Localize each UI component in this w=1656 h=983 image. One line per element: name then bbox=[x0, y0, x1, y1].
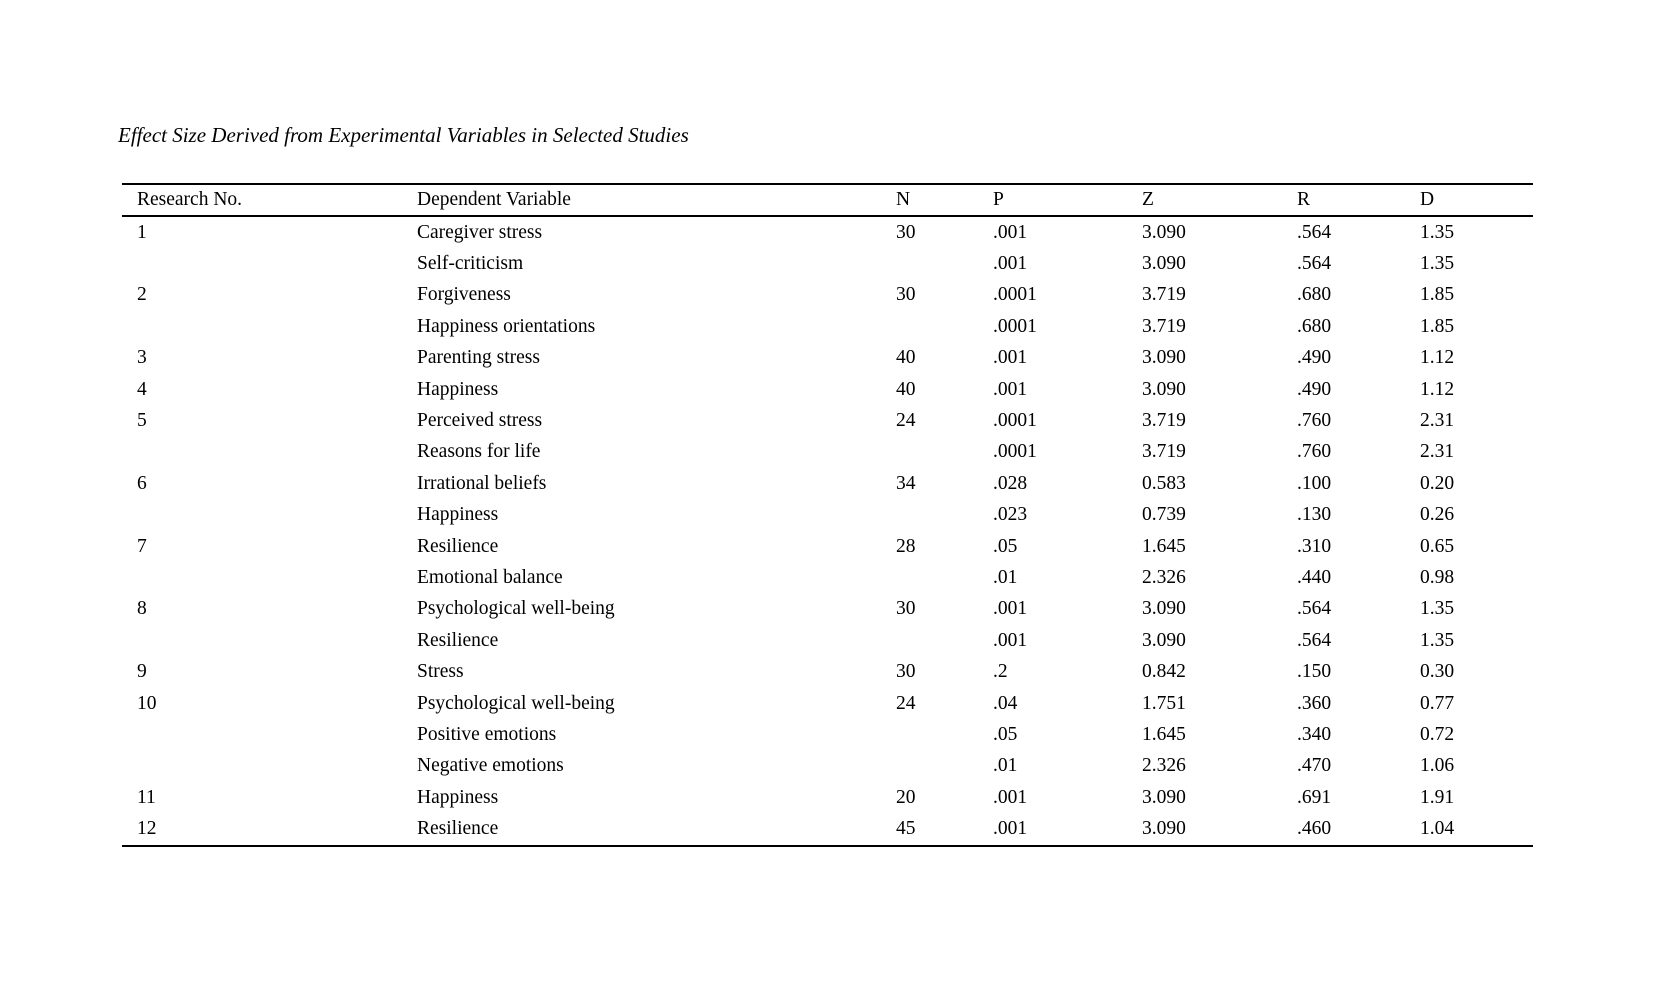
cell-research-no: 7 bbox=[137, 535, 147, 557]
cell-dependent-variable: Emotional balance bbox=[417, 566, 563, 588]
cell-n: 30 bbox=[896, 221, 916, 243]
cell-p: .023 bbox=[993, 504, 1028, 526]
cell-n bbox=[896, 625, 993, 656]
cell-dependent-variable: Resilience bbox=[417, 535, 499, 557]
cell-r: .340 bbox=[1297, 723, 1332, 745]
table-row bbox=[122, 343, 1533, 374]
column-header: R bbox=[1297, 184, 1420, 216]
cell-z: 3.719 bbox=[1142, 315, 1186, 337]
cell-z: 1.645 bbox=[1142, 535, 1186, 557]
cell-research-no: 8 bbox=[137, 598, 147, 620]
cell-p: .0001 bbox=[993, 315, 1037, 337]
table-row bbox=[122, 405, 1533, 436]
cell-r: .100 bbox=[1297, 472, 1332, 494]
cell-d: 1.35 bbox=[1420, 598, 1455, 620]
cell-d: 0.72 bbox=[1420, 723, 1455, 745]
cell-dependent-variable: Happiness bbox=[417, 786, 499, 808]
cell-z: 0.583 bbox=[1142, 472, 1186, 494]
cell-research-no: 12 bbox=[137, 818, 157, 840]
cell-n bbox=[896, 311, 993, 342]
cell-p: .001 bbox=[993, 221, 1028, 243]
cell-z: 3.090 bbox=[1142, 629, 1186, 651]
cell-z: 3.090 bbox=[1142, 253, 1186, 275]
cell-d: 2.31 bbox=[1420, 441, 1455, 463]
cell-p: .2 bbox=[993, 661, 1008, 683]
table-row bbox=[122, 311, 1533, 342]
cell-dependent-variable: Stress bbox=[417, 661, 464, 683]
cell-z: 3.719 bbox=[1142, 284, 1186, 306]
table-row bbox=[122, 656, 1533, 687]
table-row bbox=[122, 782, 1533, 813]
cell-d: 1.85 bbox=[1420, 315, 1455, 337]
table-row bbox=[122, 751, 1533, 782]
cell-r: .360 bbox=[1297, 692, 1332, 714]
cell-p: .028 bbox=[993, 472, 1028, 494]
table-row bbox=[122, 374, 1533, 405]
cell-research-no: 6 bbox=[137, 472, 147, 494]
cell-r: .150 bbox=[1297, 661, 1332, 683]
cell-r: .564 bbox=[1297, 598, 1332, 620]
table-row bbox=[122, 216, 1533, 248]
cell-dependent-variable: Resilience bbox=[417, 629, 499, 651]
cell-research-no: 10 bbox=[137, 692, 157, 714]
cell-p: .001 bbox=[993, 347, 1028, 369]
cell-p: .0001 bbox=[993, 284, 1037, 306]
cell-dependent-variable: Perceived stress bbox=[417, 410, 543, 432]
cell-d: 1.85 bbox=[1420, 284, 1455, 306]
cell-d: 2.31 bbox=[1420, 410, 1455, 432]
cell-dependent-variable: Parenting stress bbox=[417, 347, 540, 369]
cell-n bbox=[896, 751, 993, 782]
cell-research-no: 2 bbox=[137, 284, 147, 306]
cell-p: .001 bbox=[993, 253, 1028, 275]
column-header: P bbox=[993, 184, 1142, 216]
table-title: Effect Size Derived from Experimental Variables in Selected Studies bbox=[118, 123, 689, 147]
cell-n bbox=[896, 437, 993, 468]
table-row bbox=[122, 625, 1533, 656]
cell-dependent-variable: Psychological well-being bbox=[417, 598, 615, 620]
cell-research-no bbox=[122, 500, 417, 531]
cell-n: 30 bbox=[896, 661, 916, 683]
cell-d: 1.06 bbox=[1420, 755, 1455, 777]
cell-d: 1.04 bbox=[1420, 818, 1455, 840]
cell-dependent-variable: Reasons for life bbox=[417, 441, 541, 463]
table-header-row bbox=[122, 184, 1533, 216]
cell-research-no bbox=[122, 248, 417, 279]
cell-research-no: 4 bbox=[137, 378, 147, 400]
table-row bbox=[122, 531, 1533, 562]
cell-n: 34 bbox=[896, 472, 916, 494]
cell-dependent-variable: Resilience bbox=[417, 818, 499, 840]
cell-r: .460 bbox=[1297, 818, 1332, 840]
cell-d: 0.77 bbox=[1420, 692, 1455, 714]
cell-research-no bbox=[122, 719, 417, 750]
cell-r: .760 bbox=[1297, 441, 1332, 463]
cell-z: 3.090 bbox=[1142, 378, 1186, 400]
cell-z: 3.090 bbox=[1142, 347, 1186, 369]
cell-r: .680 bbox=[1297, 315, 1332, 337]
effect-size-table bbox=[122, 183, 1533, 847]
cell-d: 0.30 bbox=[1420, 661, 1455, 683]
cell-z: 3.090 bbox=[1142, 221, 1186, 243]
column-header: D bbox=[1420, 184, 1533, 216]
cell-dependent-variable: Happiness orientations bbox=[417, 315, 596, 337]
cell-dependent-variable: Happiness bbox=[417, 378, 499, 400]
cell-dependent-variable: Happiness bbox=[417, 504, 499, 526]
column-header: Z bbox=[1142, 184, 1297, 216]
cell-r: .680 bbox=[1297, 284, 1332, 306]
cell-research-no bbox=[122, 751, 417, 782]
cell-dependent-variable: Self-criticism bbox=[417, 253, 524, 275]
cell-research-no bbox=[122, 437, 417, 468]
cell-p: .001 bbox=[993, 818, 1028, 840]
cell-research-no bbox=[122, 625, 417, 656]
column-header: N bbox=[896, 184, 993, 216]
cell-r: .470 bbox=[1297, 755, 1332, 777]
cell-n: 28 bbox=[896, 535, 916, 557]
cell-research-no: 9 bbox=[137, 661, 147, 683]
cell-research-no: 3 bbox=[137, 347, 147, 369]
cell-z: 3.719 bbox=[1142, 441, 1186, 463]
cell-z: 0.739 bbox=[1142, 504, 1186, 526]
cell-z: 2.326 bbox=[1142, 566, 1186, 588]
cell-p: .04 bbox=[993, 692, 1018, 714]
cell-r: .310 bbox=[1297, 535, 1332, 557]
cell-r: .691 bbox=[1297, 786, 1332, 808]
cell-research-no bbox=[122, 562, 417, 593]
cell-n: 40 bbox=[896, 378, 916, 400]
cell-dependent-variable: Caregiver stress bbox=[417, 221, 543, 243]
cell-research-no: 5 bbox=[137, 410, 147, 432]
table-row bbox=[122, 594, 1533, 625]
cell-d: 0.98 bbox=[1420, 566, 1455, 588]
cell-r: .760 bbox=[1297, 410, 1332, 432]
cell-r: .564 bbox=[1297, 629, 1332, 651]
cell-research-no: 1 bbox=[137, 221, 147, 243]
cell-z: 1.751 bbox=[1142, 692, 1186, 714]
cell-n bbox=[896, 719, 993, 750]
cell-d: 1.35 bbox=[1420, 221, 1455, 243]
cell-d: 1.12 bbox=[1420, 347, 1455, 369]
cell-dependent-variable: Positive emotions bbox=[417, 723, 557, 745]
cell-n: 40 bbox=[896, 347, 916, 369]
cell-d: 1.12 bbox=[1420, 378, 1455, 400]
cell-d: 1.35 bbox=[1420, 253, 1455, 275]
cell-n: 20 bbox=[896, 786, 916, 808]
cell-z: 3.090 bbox=[1142, 786, 1186, 808]
cell-z: 0.842 bbox=[1142, 661, 1186, 683]
cell-p: .001 bbox=[993, 378, 1028, 400]
column-header: Research No. bbox=[122, 184, 417, 216]
table-row bbox=[122, 437, 1533, 468]
cell-r: .490 bbox=[1297, 347, 1332, 369]
cell-dependent-variable: Psychological well-being bbox=[417, 692, 615, 714]
cell-r: .490 bbox=[1297, 378, 1332, 400]
cell-research-no: 11 bbox=[137, 786, 156, 808]
cell-n: 30 bbox=[896, 284, 916, 306]
cell-p: .0001 bbox=[993, 441, 1037, 463]
table-row bbox=[122, 719, 1533, 750]
cell-n bbox=[896, 500, 993, 531]
cell-dependent-variable: Forgiveness bbox=[417, 284, 511, 306]
table-row bbox=[122, 468, 1533, 499]
table-row bbox=[122, 562, 1533, 593]
cell-p: .05 bbox=[993, 723, 1018, 745]
cell-r: .564 bbox=[1297, 221, 1332, 243]
cell-n: 45 bbox=[896, 818, 916, 840]
cell-d: 1.35 bbox=[1420, 629, 1455, 651]
table-row bbox=[122, 280, 1533, 311]
cell-z: 3.090 bbox=[1142, 818, 1186, 840]
table-row bbox=[122, 500, 1533, 531]
cell-n: 24 bbox=[896, 692, 916, 714]
table-row bbox=[122, 813, 1533, 845]
cell-d: 0.65 bbox=[1420, 535, 1455, 557]
cell-z: 3.719 bbox=[1142, 410, 1186, 432]
cell-z: 2.326 bbox=[1142, 755, 1186, 777]
cell-n bbox=[896, 562, 993, 593]
cell-d: 1.91 bbox=[1420, 786, 1455, 808]
column-header: Dependent Variable bbox=[417, 184, 896, 216]
table-row bbox=[122, 688, 1533, 719]
cell-r: .440 bbox=[1297, 566, 1332, 588]
cell-dependent-variable: Irrational beliefs bbox=[417, 472, 547, 494]
cell-dependent-variable: Negative emotions bbox=[417, 755, 564, 777]
cell-p: .01 bbox=[993, 755, 1018, 777]
cell-research-no bbox=[122, 311, 417, 342]
cell-r: .130 bbox=[1297, 504, 1332, 526]
cell-p: .05 bbox=[993, 535, 1018, 557]
table-body bbox=[122, 216, 1533, 846]
cell-n: 24 bbox=[896, 410, 916, 432]
cell-d: 0.26 bbox=[1420, 504, 1455, 526]
cell-r: .564 bbox=[1297, 253, 1332, 275]
cell-p: .0001 bbox=[993, 410, 1037, 432]
table-row bbox=[122, 248, 1533, 279]
cell-z: 1.645 bbox=[1142, 723, 1186, 745]
cell-d: 0.20 bbox=[1420, 472, 1455, 494]
cell-p: .01 bbox=[993, 566, 1018, 588]
cell-z: 3.090 bbox=[1142, 598, 1186, 620]
cell-n: 30 bbox=[896, 598, 916, 620]
cell-p: .001 bbox=[993, 629, 1028, 651]
cell-p: .001 bbox=[993, 598, 1028, 620]
cell-p: .001 bbox=[993, 786, 1028, 808]
cell-n bbox=[896, 248, 993, 279]
